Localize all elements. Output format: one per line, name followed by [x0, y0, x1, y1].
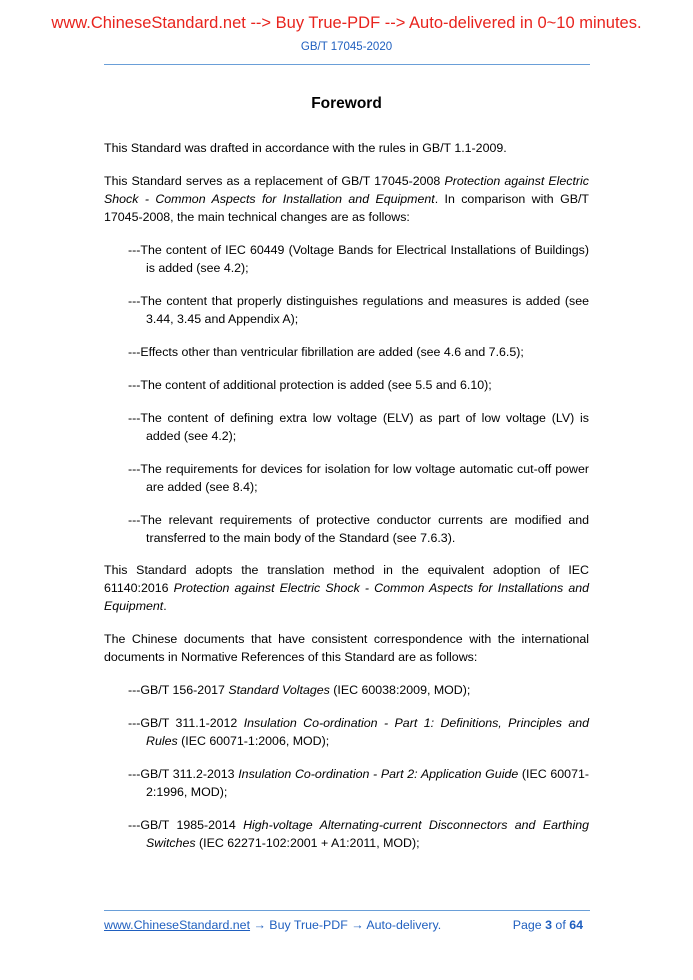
change-item: ---The content of defining extra low voltage (ELV) as part of low voltage (LV) is added (see 4.2); — [128, 411, 589, 443]
reference-item — [128, 816, 589, 852]
reference-item — [128, 714, 589, 750]
change-item: ---The requirements for devices for isolation for low voltage automatic cut-off power are added (see 8.4); — [128, 462, 589, 494]
change-item: ---The content that properly distinguishes regulations and measures is added (see 3.44, 3.45 and Appendix A); — [128, 294, 589, 326]
reference-code: ---GB/T 1985-2014 — [128, 818, 244, 832]
adoption-text-start: This Standard adopts the translation method in the equivalent adoption of IEC 61140:2016 — [104, 563, 589, 595]
footer-store-link[interactable] — [104, 918, 441, 932]
reference-title: Standard Voltages — [228, 683, 330, 697]
document-body — [104, 139, 589, 867]
paragraph-references-intro: The Chinese documents that have consistent correspondence with the international documents in Normative References of this Standard are as follows: — [104, 632, 589, 664]
change-item: ---The content of additional protection is added (see 5.5 and 6.10); — [128, 378, 492, 392]
reference-equivalent: (IEC 60071-2:1996, MOD); — [146, 767, 589, 799]
reference-equivalent: (IEC 60038:2009, MOD); — [329, 683, 471, 697]
reference-title: Insulation Co-ordination - Part 1: Definitions, Principles and Rules — [146, 716, 589, 748]
replacement-text-end: . In comparison with GB/T 17045-2008, the main technical changes are as follows: — [104, 192, 589, 224]
change-item: ---Effects other than ventricular fibrillation are added (see 4.6 and 7.6.5); — [128, 345, 524, 359]
replacement-text-start: This Standard serves as a replacement of GB/T 17045-2008 — [104, 174, 445, 188]
reference-item — [128, 765, 589, 801]
standard-number-header: GB/T 17045-2020 — [300, 41, 393, 53]
reference-code: ---GB/T 156-2017 — [128, 683, 229, 697]
page-indicator — [513, 918, 583, 932]
header-divider — [104, 64, 590, 65]
current-page-number: 3 — [545, 918, 552, 932]
change-item: ---The content of IEC 60449 (Voltage Bands for Electrical Installations of Buildings) is added (see 4.2); — [128, 243, 589, 275]
page-of-label: of — [551, 918, 570, 932]
paragraph-adoption — [104, 561, 589, 615]
page-title: Foreword — [311, 95, 382, 112]
reference-code: ---GB/T 311.2-2013 — [128, 767, 239, 781]
reference-code: ---GB/T 311.1-2012 — [128, 716, 244, 730]
reference-title: Insulation Co-ordination - Part 2: Application Guide — [238, 767, 519, 781]
paragraph-replacement — [104, 172, 589, 226]
replaced-standard-title: Protection against Electric Shock - Common Aspects for Installation and Equipment — [104, 174, 590, 206]
reference-equivalent: (IEC 62271-102:2001 + A1:2011, MOD); — [195, 836, 420, 850]
footer-site-link-text[interactable]: www.ChineseStandard.net — [104, 918, 251, 932]
paragraph-drafting-rules: This Standard was drafted in accordance with the rules in GB/T 1.1-2009. — [104, 141, 507, 155]
footer-divider — [104, 910, 590, 911]
change-item: ---The relevant requirements of protective conductor currents are modified and transferred to the main body of the Standard (see 7.6.3). — [128, 513, 589, 545]
total-pages-number: 64 — [569, 918, 583, 932]
iec-standard-title: Protection against Electric Shock - Common Aspects for Installations and Equipment — [104, 581, 589, 613]
reference-title: High-voltage Alternating-current Disconnectors and Earthing Switches — [146, 818, 589, 850]
reference-equivalent: (IEC 60071-1:2006, MOD); — [177, 734, 330, 748]
footer-delivery-text: → Buy True-PDF → Auto-delivery. — [250, 918, 442, 932]
promo-banner[interactable]: www.ChineseStandard.net --> Buy True-PDF --> Auto-delivered in 0~10 minutes. — [51, 14, 642, 32]
page-label: Page — [512, 918, 546, 932]
reference-item — [128, 681, 589, 699]
adoption-text-end: . — [163, 599, 167, 613]
